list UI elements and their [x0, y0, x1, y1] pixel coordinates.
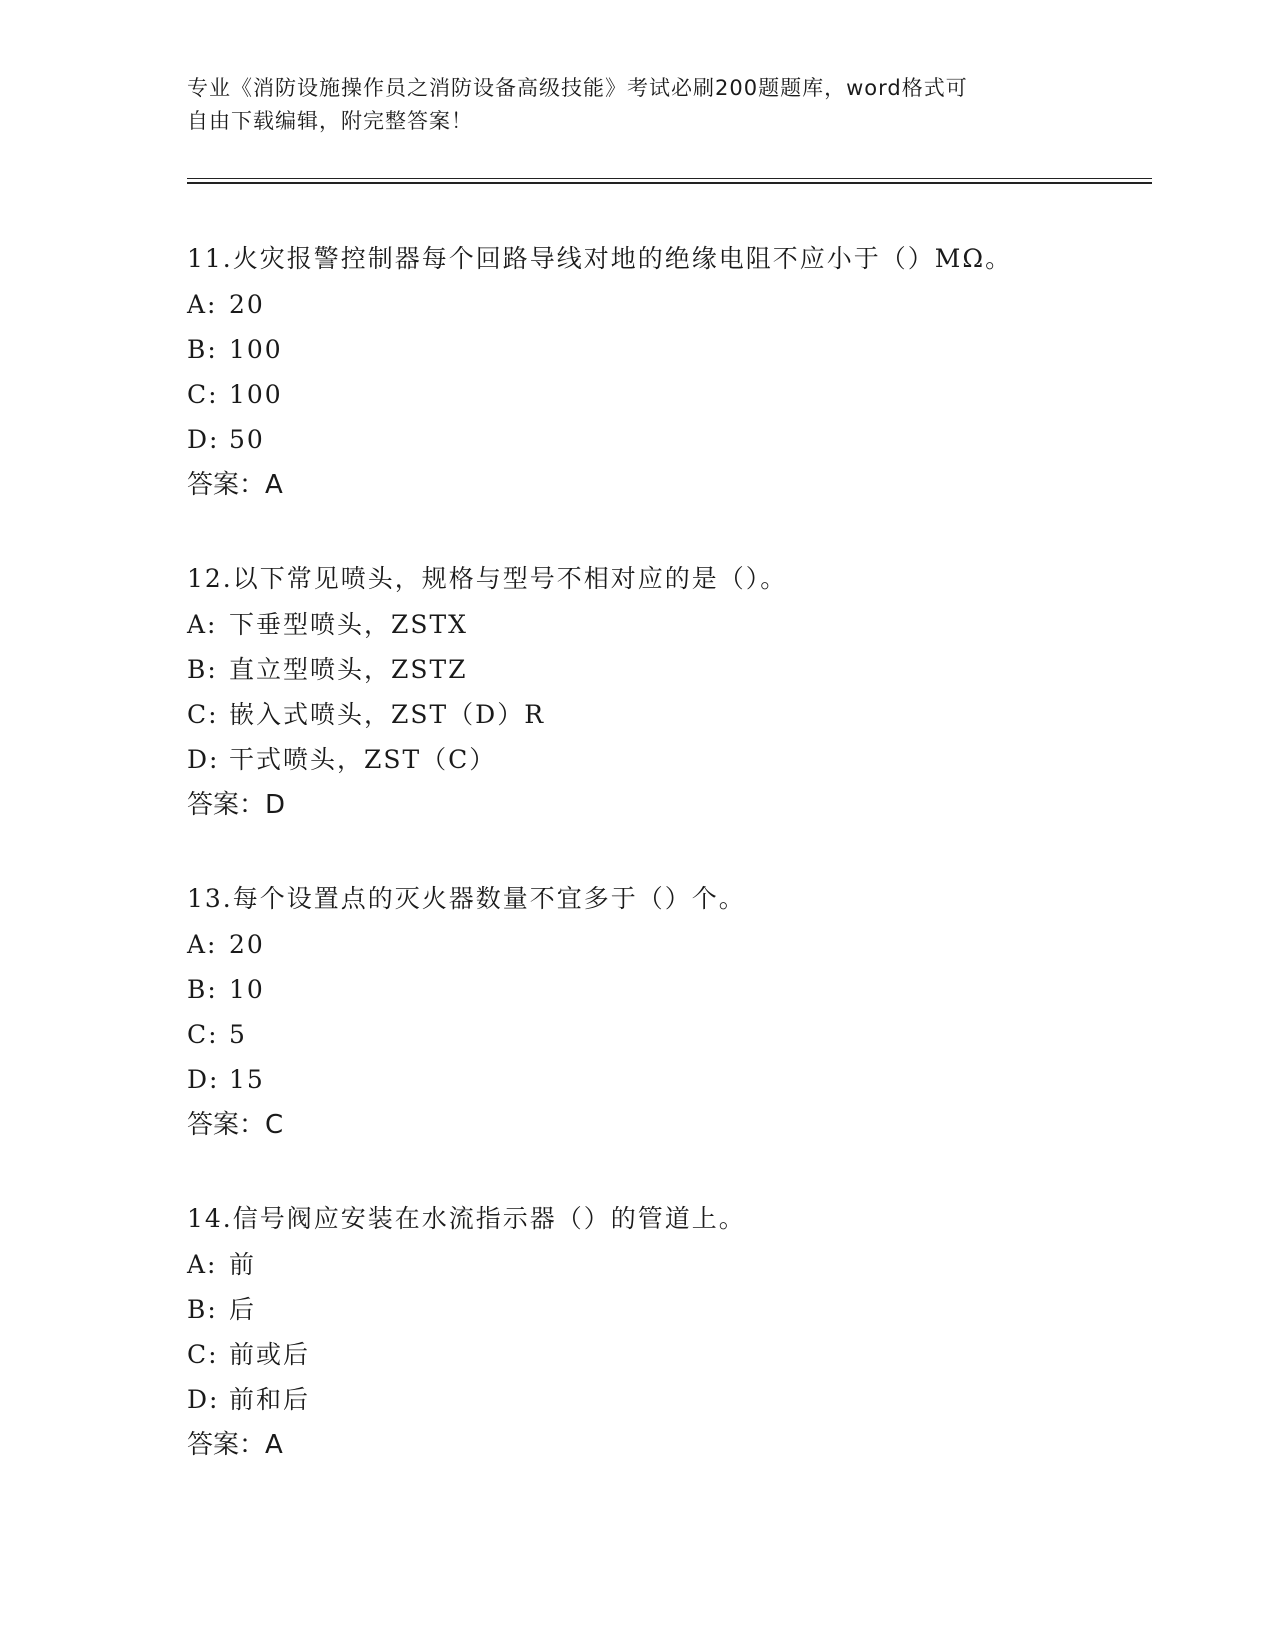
option-label: D: [187, 1065, 220, 1094]
option-text: 10 [229, 975, 265, 1004]
option-a [187, 1242, 1167, 1287]
option-d [187, 737, 1167, 782]
option-label: B: [187, 1295, 218, 1324]
option-text: 20 [229, 290, 265, 319]
header-line-1: 专业《消防设施操作员之消防设备高级技能》考试必刷200题题库，word格式可 [187, 76, 968, 100]
option-text: 前或后 [229, 1340, 311, 1369]
option-d [187, 1377, 1167, 1422]
option-label: B: [187, 975, 218, 1004]
document-header [187, 72, 1087, 138]
option-label: A: [187, 1250, 218, 1279]
option-c [187, 692, 1167, 737]
option-text: 后 [229, 1295, 257, 1324]
option-label: A: [187, 930, 218, 959]
option-label: B: [187, 655, 218, 684]
option-b [187, 647, 1167, 692]
option-label: D: [187, 425, 220, 454]
option-label: D: [187, 1385, 220, 1414]
option-a [187, 602, 1167, 647]
option-text: 50 [229, 425, 265, 454]
header-divider-bottom [187, 182, 1152, 184]
question-13 [187, 876, 1167, 1196]
option-b [187, 327, 1167, 372]
option-c [187, 1012, 1167, 1057]
option-label: A: [187, 610, 218, 639]
answer-key: 答案：D [187, 790, 286, 820]
answer-key: 答案：C [187, 1110, 284, 1140]
option-a [187, 282, 1167, 327]
option-d [187, 1057, 1167, 1102]
option-text: 前 [229, 1250, 257, 1279]
option-label: D: [187, 745, 220, 774]
question-stem: 11.火灾报警控制器每个回路导线对地的绝缘电阻不应小于（）MΩ。 [187, 244, 1013, 273]
option-text: 5 [229, 1020, 247, 1049]
option-text: 100 [229, 380, 283, 409]
option-text: 15 [229, 1065, 265, 1094]
answer-key: 答案：A [187, 1430, 283, 1460]
option-text: 100 [229, 335, 283, 364]
option-b [187, 1287, 1167, 1332]
option-c [187, 372, 1167, 417]
option-b [187, 967, 1167, 1012]
header-divider-top [187, 178, 1152, 179]
option-d [187, 417, 1167, 462]
option-text: 直立型喷头，ZSTZ [229, 655, 468, 684]
header-line-2: 自由下载编辑，附完整答案！ [187, 109, 473, 133]
question-14 [187, 1196, 1167, 1516]
question-12 [187, 556, 1167, 876]
option-text: 20 [229, 930, 265, 959]
option-c [187, 1332, 1167, 1377]
option-label: C: [187, 1020, 219, 1049]
option-text: 前和后 [229, 1385, 311, 1414]
question-stem: 14.信号阀应安装在水流指示器（）的管道上。 [187, 1204, 746, 1233]
answer-key: 答案：A [187, 470, 283, 500]
option-label: C: [187, 700, 219, 729]
option-text: 嵌入式喷头，ZST（D）R [229, 700, 546, 729]
question-list [187, 236, 1167, 1516]
option-a [187, 922, 1167, 967]
question-stem: 13.每个设置点的灭火器数量不宜多于（）个。 [187, 884, 746, 913]
option-label: B: [187, 335, 218, 364]
option-label: A: [187, 290, 218, 319]
option-text: 干式喷头，ZST（C） [229, 745, 497, 774]
option-text: 下垂型喷头，ZSTX [229, 610, 468, 639]
question-stem: 12.以下常见喷头，规格与型号不相对应的是（）。 [187, 564, 788, 593]
question-11 [187, 236, 1167, 556]
option-label: C: [187, 380, 219, 409]
option-label: C: [187, 1340, 219, 1369]
